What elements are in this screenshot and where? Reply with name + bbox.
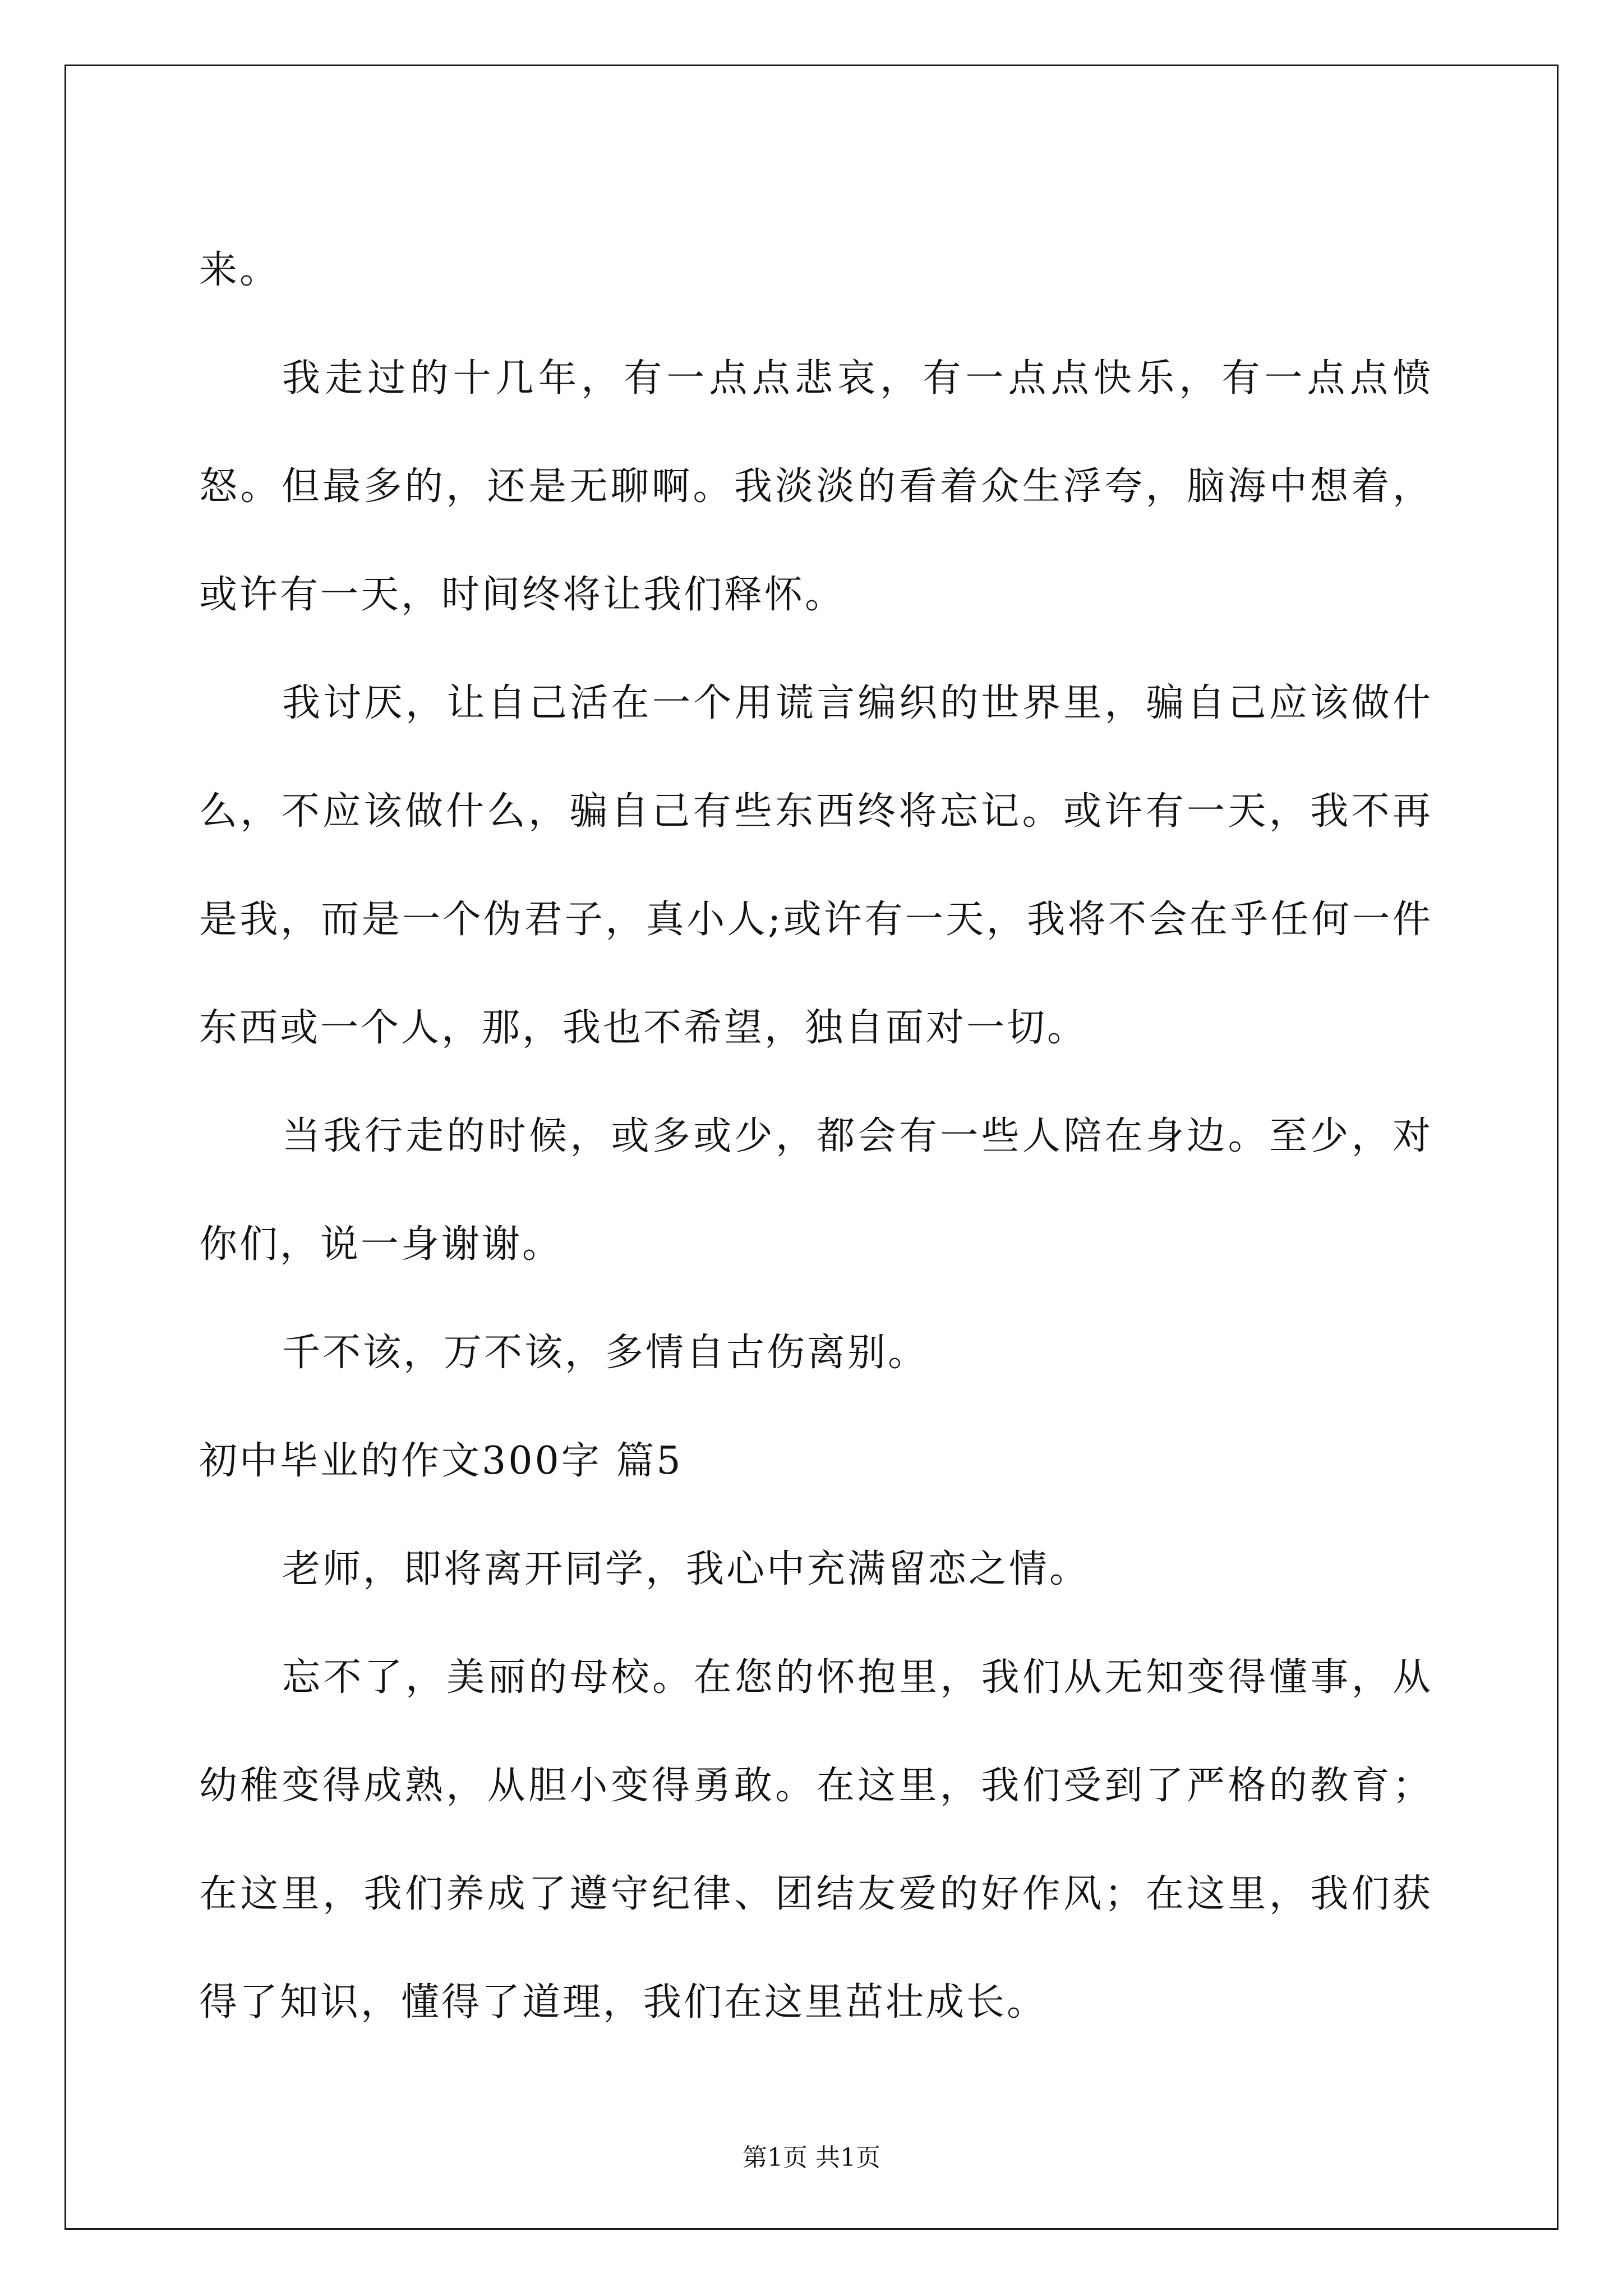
paragraph-1: 来。 (199, 248, 280, 292)
paragraph-3: 我讨厌，让自己活在一个用谎言编织的世界里，骗自己应该做什么，不应该做什么，骗自己有些东西终将忘记。或许有一天，我不再是我，而是一个伪君子，真小人;或许有一天，我将不会在乎任何一件东西或一个人，那，我也不希望，独自面对一切。 (199, 681, 1433, 1050)
paragraph-2: 我走过的十几年，有一点点悲哀，有一点点快乐，有一点点愤怒。但最多的，还是无聊啊。我淡淡的看着众生浮夸，脑海中想着，或许有一天，时间终将让我们释怀。 (199, 356, 1433, 617)
paragraph-4: 当我行走的时候，或多或少，都会有一些人陪在身边。至少，对你们，说一身谢谢。 (199, 1114, 1433, 1267)
page-footer: 第1页 共1页 (743, 2143, 880, 2172)
section-heading: 初中毕业的作文300字 篇5 (199, 1439, 683, 1483)
paragraph-6: 老师，即将离开同学，我心中充满留恋之情。 (282, 1547, 1090, 1591)
paragraph-7: 忘不了，美丽的母校。在您的怀抱里，我们从无知变得懂事，从幼稚变得成熟，从胆小变得勇敢。在这里，我们受到了严格的教育；在这里，我们养成了遵守纪律、团结友爱的好作风；在这里，我们获得了知识，懂得了道理，我们在这里茁壮成长。 (199, 1655, 1433, 2024)
paragraph-5: 千不该，万不该，多情自古伤离别。 (282, 1331, 929, 1375)
document-body (199, 216, 1433, 2056)
